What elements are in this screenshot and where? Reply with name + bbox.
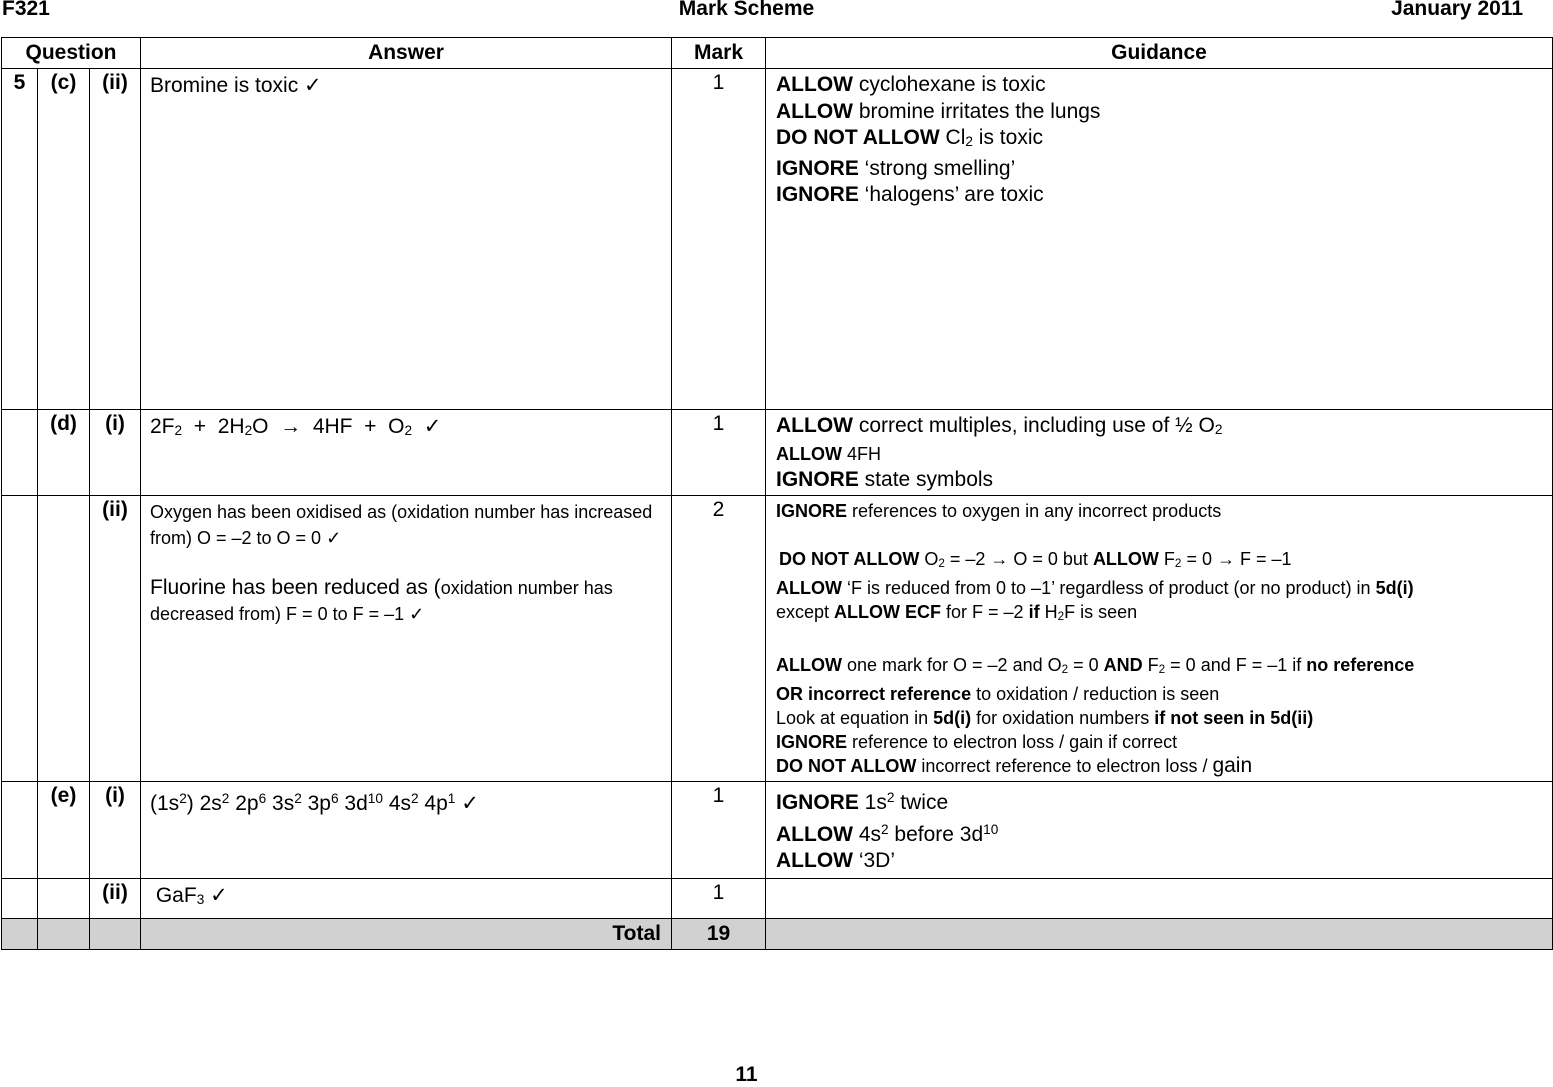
mark-cell: 1 — [672, 69, 766, 410]
guidance-cell — [766, 878, 1553, 918]
mark-cell: 2 — [672, 496, 766, 782]
answer-cell: $(1s^2)$ $2s^2$ $2p^6$ $3s^2$ $3p^6$ $3d^{10}$ $4s^2$ $4p^1$ ✓ — [141, 782, 672, 879]
col-question: Question — [2, 38, 141, 69]
answer-oxygen: Oxygen has been oxidised as (oxidation number has increased from) O = –2 to O = 0 ✓ — [150, 502, 653, 548]
total-label: Total — [141, 918, 672, 949]
header-code: F321 — [2, 0, 50, 20]
table-row — [2, 878, 1553, 918]
question-subpart: (ii) — [90, 496, 141, 782]
total-row — [2, 918, 1553, 949]
question-part: (c) — [38, 69, 90, 410]
mark-cell: 1 — [672, 878, 766, 918]
question-part: (d) — [38, 410, 90, 496]
guidance-cell: ALLOW cyclohexane is toxic ALLOW bromine irritates the lungs DO NOT ALLOW $Cl_2$ is toxic IGNORE ‘strong smelling’ IGNORE ‘halogens’ are toxic — [766, 69, 1553, 410]
total-mark: 19 — [672, 918, 766, 949]
mark-scheme-table — [1, 37, 1553, 950]
question-subpart: (ii) — [90, 878, 141, 918]
question-part: (e) — [38, 782, 90, 879]
table-row — [2, 782, 1553, 879]
col-guidance: Guidance — [766, 38, 1553, 69]
answer-cell: GaF$_3$ ✓ — [141, 878, 672, 918]
guidance-cell: ALLOW correct multiples, including use of ½ $O_2$ ALLOW 4FH IGNORE state symbols — [766, 410, 1553, 496]
answer-cell — [141, 496, 672, 782]
table-row — [2, 496, 1553, 782]
mark-cell: 1 — [672, 782, 766, 879]
question-number: 5 — [2, 69, 38, 410]
answer-cell: Bromine is toxic ✓ — [141, 69, 672, 410]
answer-fluorine: Fluorine has been reduced as (oxidation number has decreased from) F = 0 to F = –1 ✓ — [150, 576, 613, 624]
question-subpart: (i) — [90, 782, 141, 879]
mark-cell: 1 — [672, 410, 766, 496]
col-mark: Mark — [672, 38, 766, 69]
page-number: 11 — [735, 1063, 758, 1086]
guidance-cell: IGNORE $1s^2$ twice ALLOW $4s^2$ before $3d^{10}$ ALLOW ‘3D’ — [766, 782, 1553, 879]
answer-cell: $2F_2 + 2H_2O \to 4HF + O_2$ ✓ — [141, 410, 672, 496]
table-header-row — [2, 38, 1553, 69]
table-row — [2, 410, 1553, 496]
guidance-cell: IGNORE references to oxygen in any incorrect products DO NOT ALLOW $O_2 = -2 \to O = 0$ but ALLOW $F_2 = 0 \to F = -1$ ALLOW ‘F is reduced from 0 to –1’ regardless of product (or no product) in 5d(i) except ALLOW ECF for F = –2 if $H_2F$ is seen ALLOW one mark for O = –2 and $O_2 = 0$ AND $F_2 = 0$ and F = –1 if no reference OR incorrect reference to oxidation / reduction is seen Look at equation in 5d(i) for oxidation numbers if not seen in 5d(ii) IGNORE reference to electron loss / gain if correct DO NOT ALLOW incorrect reference to electron loss / gain — [766, 496, 1553, 782]
question-subpart: (i) — [90, 410, 141, 496]
table-row — [2, 69, 1553, 410]
header-date: January 2011 — [1391, 0, 1523, 20]
col-answer: Answer — [141, 38, 672, 69]
question-subpart: (ii) — [90, 69, 141, 410]
header-title: Mark Scheme — [678, 0, 815, 20]
